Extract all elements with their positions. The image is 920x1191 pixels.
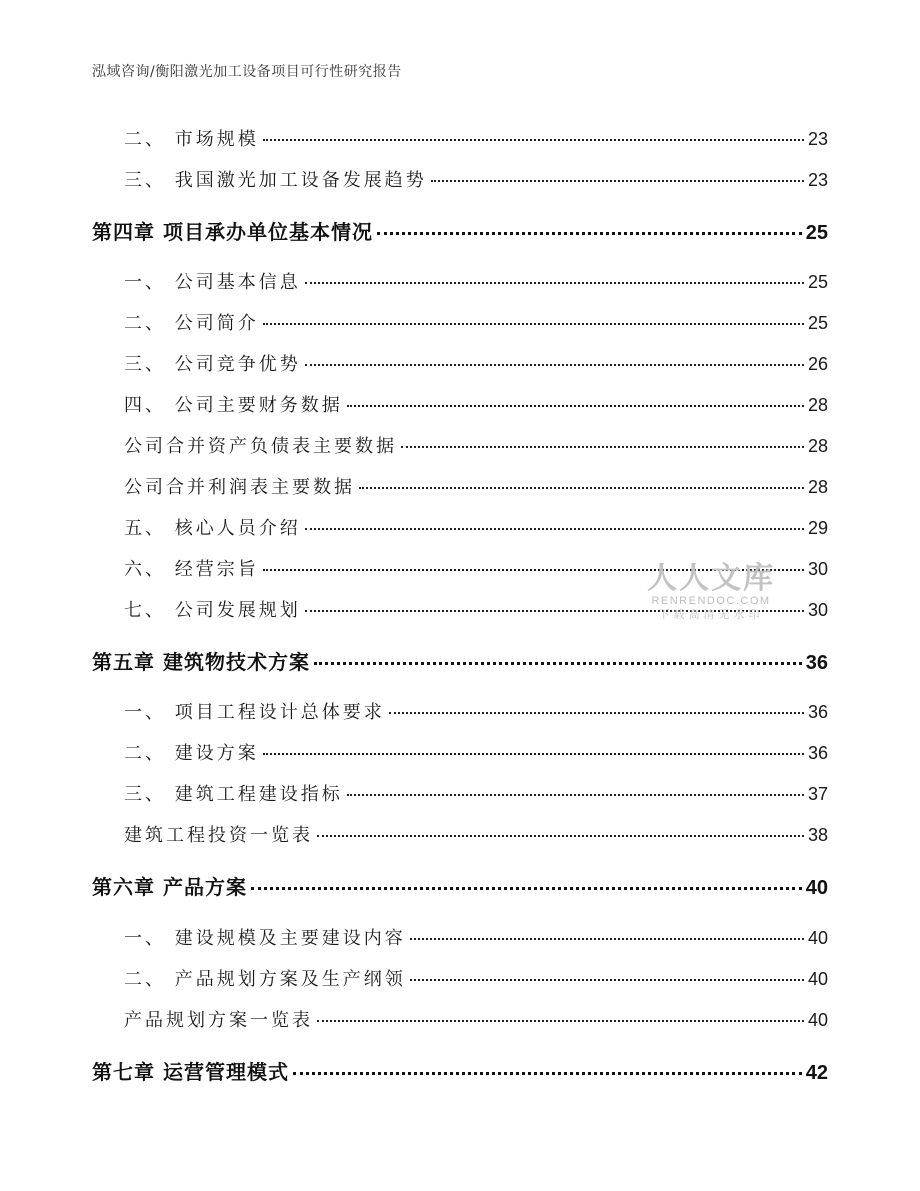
toc-section-entry[interactable] — [124, 514, 828, 540]
toc-section-entry[interactable] — [124, 821, 828, 847]
toc-entry-title: 四、 公司主要财务数据 — [124, 395, 343, 416]
dot-leader — [410, 938, 804, 940]
toc-entry-title: 第五章 建筑物技术方案 — [92, 650, 310, 674]
toc-entry-title: 二、 市场规模 — [124, 129, 259, 150]
toc-entry-title: 三、 我国激光加工设备发展趋势 — [124, 170, 427, 191]
toc-section-entry[interactable] — [124, 780, 828, 806]
toc-section-entry[interactable] — [124, 596, 828, 622]
toc-page-number: 28 — [807, 477, 828, 497]
toc-entry-title: 二、 建设方案 — [124, 743, 259, 764]
toc-section-entry[interactable] — [124, 268, 828, 294]
dot-leader — [293, 1072, 802, 1075]
dot-leader — [263, 753, 804, 755]
dot-leader — [263, 323, 804, 325]
toc-page-number: 28 — [807, 395, 828, 415]
dot-leader — [314, 662, 802, 665]
toc-entry-title: 公司合并资产负债表主要数据 — [124, 436, 397, 457]
toc-entry-title: 公司合并利润表主要数据 — [124, 477, 355, 498]
dot-leader — [317, 1020, 804, 1022]
toc-section-entry[interactable] — [124, 391, 828, 417]
toc-page-number: 25 — [807, 272, 828, 292]
toc-entry-title: 六、 经营宗旨 — [124, 559, 259, 580]
toc-entry-title: 产品规划方案一览表 — [124, 1010, 313, 1031]
toc-entry-title: 第六章 产品方案 — [92, 875, 247, 899]
dot-leader — [305, 610, 804, 612]
toc-chapter-entry[interactable] — [92, 1056, 828, 1085]
toc-page-number: 30 — [807, 600, 828, 620]
watermark-logo: 人人文库 — [647, 561, 775, 596]
toc-entry-title: 一、 建设规模及主要建设内容 — [124, 928, 406, 949]
toc-page-number: 40 — [805, 877, 828, 899]
toc-page-number: 23 — [807, 129, 828, 149]
dot-leader — [347, 405, 804, 407]
dot-leader — [305, 282, 804, 284]
toc-page-number: 25 — [805, 222, 828, 244]
toc-section-entry[interactable] — [124, 166, 828, 192]
dot-leader — [305, 364, 804, 366]
toc-section-entry[interactable] — [124, 473, 828, 499]
toc-page-number: 30 — [807, 559, 828, 579]
toc-entry-title: 一、 公司基本信息 — [124, 272, 301, 293]
dot-leader — [263, 569, 804, 571]
dot-leader — [263, 139, 804, 141]
dot-leader — [377, 232, 802, 235]
toc-entry-title: 第四章 项目承办单位基本情况 — [92, 220, 373, 244]
dot-leader — [401, 446, 804, 448]
dot-leader — [305, 528, 804, 530]
toc-section-entry[interactable] — [124, 125, 828, 151]
toc-chapter-entry[interactable] — [92, 646, 828, 675]
dot-leader — [347, 794, 804, 796]
toc-page-number: 40 — [807, 969, 828, 989]
toc-page-number: 36 — [807, 743, 828, 763]
toc-section-entry[interactable] — [124, 350, 828, 376]
toc-page-number: 25 — [807, 313, 828, 333]
toc-page-number: 42 — [805, 1062, 828, 1084]
toc-page-number: 23 — [807, 170, 828, 190]
watermark-slogan: 下载高清无水印 — [658, 608, 764, 621]
toc-section-entry[interactable] — [124, 432, 828, 458]
toc-entry-title: 二、 公司简介 — [124, 313, 259, 334]
dot-leader — [410, 979, 804, 981]
watermark-domain: RENRENDOC.COM — [651, 595, 771, 607]
toc-entry-title: 建筑工程投资一览表 — [124, 825, 313, 846]
toc-section-entry[interactable] — [124, 698, 828, 724]
running-header: 泓域咨询/衡阳激光加工设备项目可行性研究报告 — [92, 64, 402, 80]
toc-section-entry[interactable] — [124, 924, 828, 950]
toc-section-entry[interactable] — [124, 739, 828, 765]
toc-section-entry[interactable] — [124, 309, 828, 335]
dot-leader — [389, 712, 804, 714]
toc-entry-title: 七、 公司发展规划 — [124, 600, 301, 621]
dot-leader — [317, 835, 804, 837]
toc-page-number: 40 — [807, 928, 828, 948]
toc-section-entry[interactable] — [124, 555, 828, 581]
dot-leader — [251, 887, 802, 890]
toc-section-entry[interactable] — [124, 965, 828, 991]
toc-entry-title: 二、 产品规划方案及生产纲领 — [124, 969, 406, 990]
toc-page-number: 38 — [807, 825, 828, 845]
toc-page-number: 36 — [807, 702, 828, 722]
toc-section-entry[interactable] — [124, 1006, 828, 1032]
toc-page-number: 36 — [805, 652, 828, 674]
toc-entry-title: 三、 公司竞争优势 — [124, 354, 301, 375]
toc-entry-title: 一、 项目工程设计总体要求 — [124, 702, 385, 723]
toc-page-number: 29 — [807, 518, 828, 538]
dot-leader — [359, 487, 804, 489]
toc-page-number: 37 — [807, 784, 828, 804]
dot-leader — [431, 180, 804, 182]
toc-chapter-entry[interactable] — [92, 216, 828, 245]
toc-entry-title: 五、 核心人员介绍 — [124, 518, 301, 539]
toc-page-number: 26 — [807, 354, 828, 374]
toc-entry-title: 第七章 运营管理模式 — [92, 1060, 289, 1084]
toc-page-number: 40 — [807, 1010, 828, 1030]
toc-chapter-entry[interactable] — [92, 871, 828, 900]
toc-page-number: 28 — [807, 436, 828, 456]
toc-entry-title: 三、 建筑工程建设指标 — [124, 784, 343, 805]
